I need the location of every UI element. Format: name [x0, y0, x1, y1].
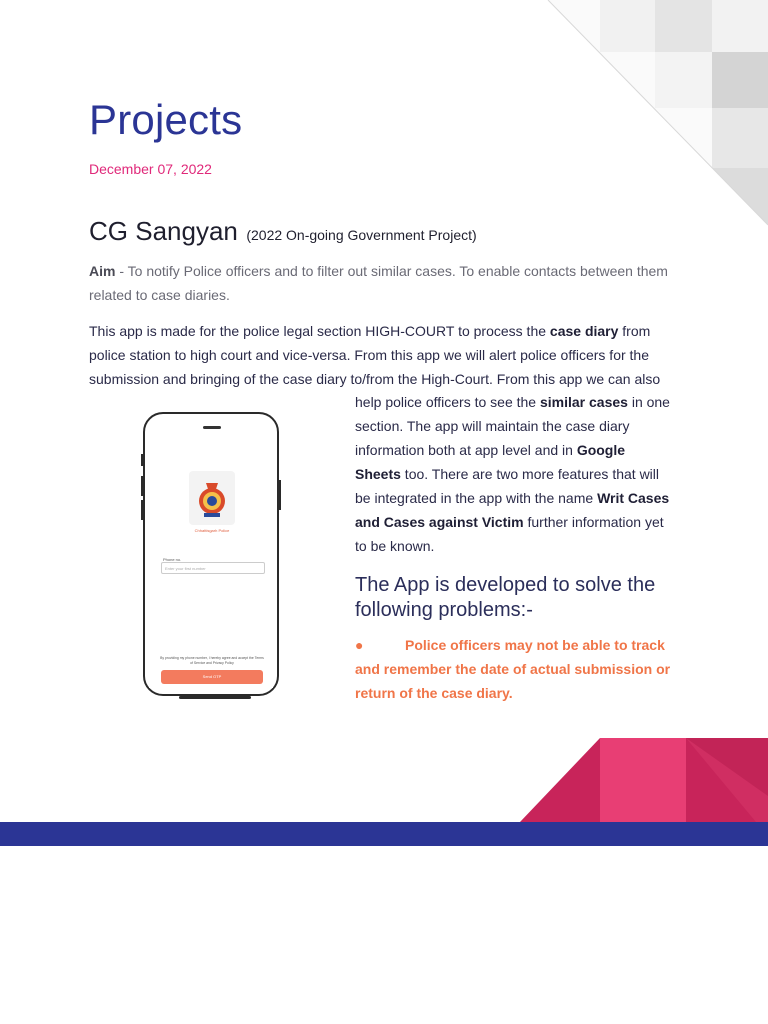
phone-home-bar	[179, 696, 251, 699]
description-paragraph	[89, 319, 689, 391]
bottom-color-band	[0, 822, 768, 846]
desc-text: This app is made for the police legal section HIGH-COURT to process the	[89, 323, 550, 339]
desc-emphasis: Google Sheets	[355, 442, 626, 482]
phone-side-button	[141, 454, 144, 466]
blank-area	[0, 846, 768, 1024]
phone-org-name: Chhattisgarh Police	[194, 528, 230, 533]
project-subtitle: (2022 On-going Government Project)	[246, 227, 477, 243]
problem-list-item	[355, 633, 685, 705]
desc-emphasis: similar cases	[539, 394, 628, 410]
aim-text: - To notify Police officers and to filter out similar cases. To enable contacts between them related to case diaries.	[89, 263, 668, 303]
problems-heading: The App is developed to solve the following problems:-	[355, 574, 656, 621]
desc-text: further information yet to be known.	[355, 514, 664, 554]
problem-text: Police officers may not be able to track and remember the date of actual submission or return of the case diary.	[355, 637, 671, 701]
phone-side-button	[278, 480, 281, 510]
police-emblem-icon	[189, 471, 235, 525]
phone-screen	[149, 424, 273, 688]
phone-mockup	[143, 412, 279, 696]
phone-consent-text: By providing my phone number, I hereby agree and accept the Terms of Service and Privacy Policy	[160, 656, 264, 665]
aim-label: Aim	[89, 263, 116, 279]
phone-speaker	[203, 426, 221, 429]
desc-emphasis: case diary	[549, 323, 619, 339]
desc-text: help police officers to see the	[355, 394, 540, 410]
phone-side-button	[141, 500, 144, 520]
desc-text: in one section. The app will maintain the case diary information both at app level and in	[355, 394, 670, 458]
bullet-icon: ●	[355, 637, 364, 653]
desc-text: too. There are two more features that will be integrated in the app with the name	[355, 466, 660, 506]
desc-text: from police station to high court and vice-versa. From this app we will alert police officers for the submission and bringing of the case diary to/from the High-Court. From this app we can also	[89, 323, 661, 387]
desc-emphasis: Writ Cases and Cases against Victim	[355, 490, 670, 530]
date-label: December 07, 2022	[89, 161, 212, 177]
aim-paragraph	[89, 259, 689, 307]
project-name: CG Sangyan	[89, 216, 238, 246]
description-paragraph-continued	[355, 390, 673, 558]
page-title: Projects	[89, 96, 243, 143]
project-heading	[89, 216, 477, 247]
phone-number-input[interactable]: Enter your first number	[161, 562, 265, 574]
send-otp-button[interactable]: Send OTP	[161, 670, 263, 684]
police-logo	[189, 471, 235, 525]
phone-side-button	[141, 476, 144, 496]
phone-number-label: Phone no.	[163, 557, 182, 562]
